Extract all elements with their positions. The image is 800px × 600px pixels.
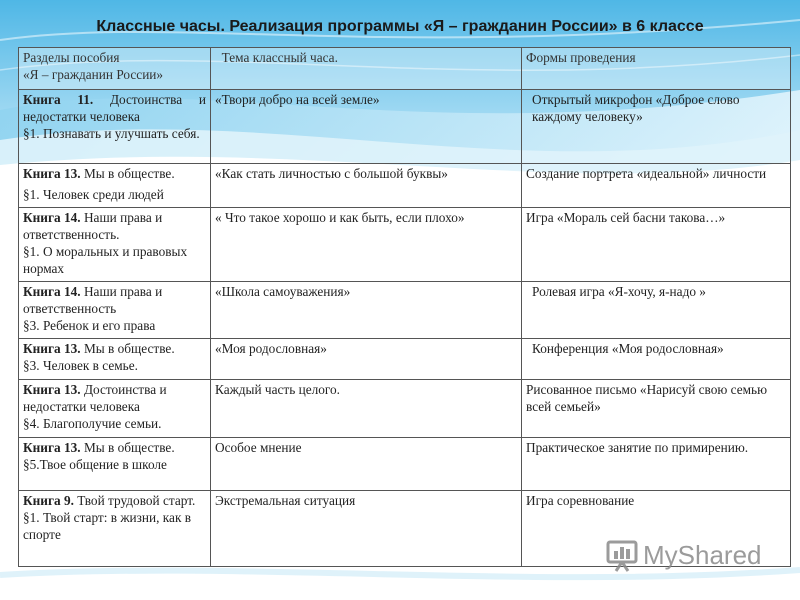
table-row: [19, 339, 791, 380]
row-section: Книга 13. Мы в обществе. §5.Твое общение в школе: [19, 438, 211, 491]
row-topic: « Что такое хорошо и как быть, если плохо»: [211, 208, 522, 282]
table-row: [19, 208, 791, 282]
row-form: Ролевая игра «Я-хочу, я-надо »: [522, 282, 791, 339]
table-row: [19, 90, 791, 164]
row-topic: «Твори добро на всей земле»: [211, 90, 522, 164]
table-row: [19, 164, 791, 208]
header-sections-line2: «Я – гражданин России»: [23, 67, 164, 82]
row-form: Открытый микрофон «Доброе слово каждому человеку»: [522, 90, 791, 164]
row-section: Книга 14. Наши права и ответственность §3. Ребенок и его права: [19, 282, 211, 339]
row-section: Книга 14. Наши права и ответственность. §1. О моральных и правовых нормах: [19, 208, 211, 282]
row-form: Создание портрета «идеальной» личности: [522, 164, 791, 208]
row-topic: Экстремальная ситуация: [211, 491, 522, 567]
header-sections-line1: Разделы пособия: [23, 50, 120, 65]
row-form: Игра соревнование: [522, 491, 791, 567]
row-topic: «Школа самоуважения»: [211, 282, 522, 339]
row-topic: Особое мнение: [211, 438, 522, 491]
row-topic: «Моя родословная»: [211, 339, 522, 380]
row-form: Практическое занятие по примирению.: [522, 438, 791, 491]
table-row: [19, 438, 791, 491]
presentation-icon: [605, 538, 639, 572]
row-section: Книга 9. Твой трудовой старт. §1. Твой старт: в жизни, как в спорте: [19, 491, 211, 567]
table-row: [19, 282, 791, 339]
row-form: Игра «Мораль сей басни такова…»: [522, 208, 791, 282]
table-row: [19, 380, 791, 438]
myshared-watermark: MyShared: [605, 537, 762, 573]
row-section: Книга 11. Достоинства и недостатки человека §1. Познавать и улучшать себя.: [19, 90, 211, 164]
row-form: Рисованное письмо «Нарисуй свою семью всей семьей»: [522, 380, 791, 438]
header-sections: [19, 48, 211, 90]
table-header-row: [19, 48, 791, 90]
row-section: Книга 13. Мы в обществе. §1. Человек среди людей: [19, 164, 211, 208]
lesson-table: [18, 47, 791, 567]
row-topic: «Как стать личностью с большой буквы»: [211, 164, 522, 208]
row-form: Конференция «Моя родословная»: [522, 339, 791, 380]
page-title: Классные часы. Реализация программы «Я – гражданин России» в 6 классе: [96, 18, 704, 35]
header-topic: Тема классный часа.: [211, 48, 522, 90]
row-section: Книга 13. Мы в обществе. §3. Человек в семье.: [19, 339, 211, 380]
row-topic: Каждый часть целого.: [211, 380, 522, 438]
header-forms: Формы проведения: [522, 48, 791, 90]
row-section: Книга 13. Достоинства и недостатки человека §4. Благополучие семьи.: [19, 380, 211, 438]
